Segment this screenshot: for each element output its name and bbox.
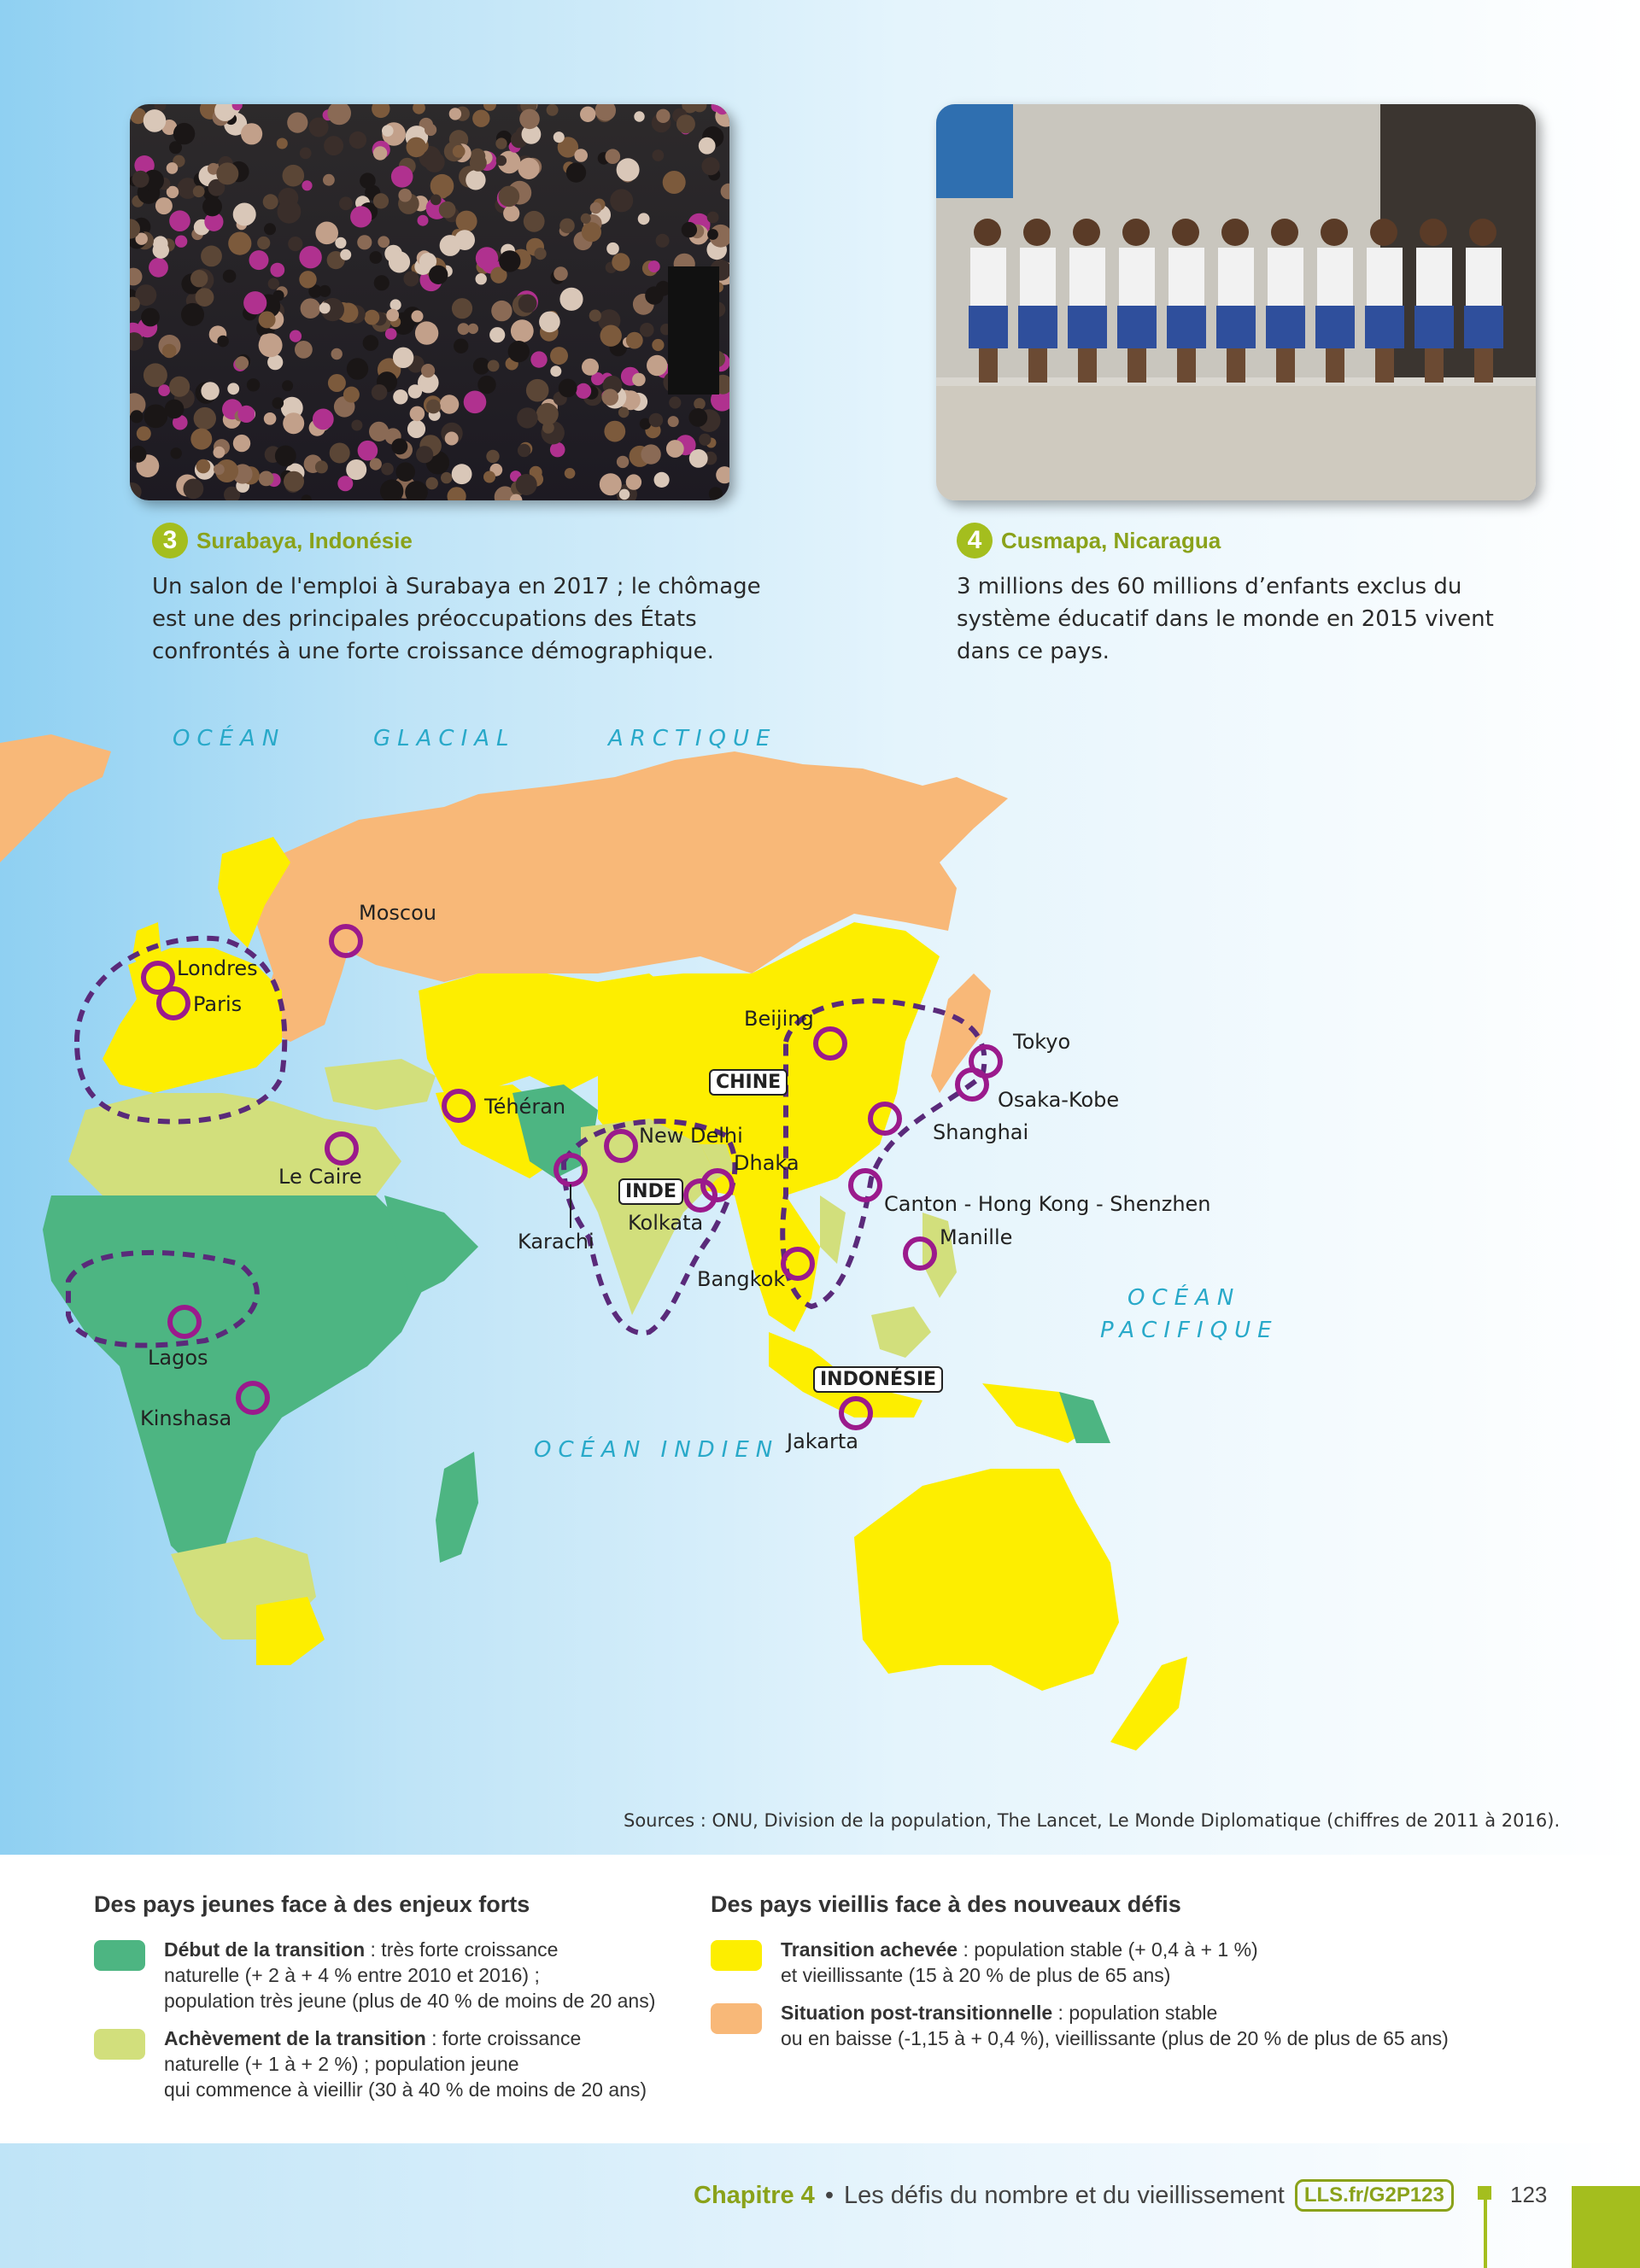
legend-text-post <box>781 2000 1449 2051</box>
region-vietnam <box>820 1195 846 1264</box>
legend-item-debut <box>94 1937 675 2014</box>
caption-photo-3 <box>152 523 761 668</box>
page-number: 123 <box>1510 2182 1548 2207</box>
city-label-jakarta: Jakarta <box>787 1429 858 1453</box>
photo-surabaya-crowd <box>130 104 729 500</box>
region-greenland <box>0 734 111 862</box>
page-corner-tab <box>1572 2186 1640 2268</box>
footer-chapter: Chapitre 4 <box>694 2181 815 2209</box>
ocean-label-arctic-2: GLACIAL <box>373 726 516 751</box>
world-map <box>0 717 1640 1810</box>
legend-debut-line2: naturelle (+ 2 à + 4 % entre 2010 et 2016) ; <box>164 1964 540 1986</box>
legend-young-countries <box>94 1891 675 2114</box>
city-label-londres: Londres <box>177 956 258 980</box>
legend-item-post <box>711 2000 1565 2051</box>
map-sources: Sources : ONU, Division de la population, The Lancet, Le Monde Diplomatique (chiffres de 2011 à 2016). <box>624 1810 1561 1831</box>
region-se-asia <box>735 1195 820 1332</box>
caption-3-line: confrontés à une forte croissance démographique. <box>152 639 714 664</box>
city-label-kolkata: Kolkata <box>628 1211 704 1235</box>
legend-right-title: Des pays vieillis face à des nouveaux défis <box>711 1891 1181 1917</box>
footer-separator: • <box>824 2181 834 2209</box>
city-label-lagos: Lagos <box>148 1346 208 1370</box>
caption-3-number-badge: 3 <box>152 523 188 558</box>
region-turkey <box>325 1059 436 1110</box>
city-label-le-caire: Le Caire <box>278 1165 362 1189</box>
city-label-kinshasa: Kinshasa <box>140 1406 232 1430</box>
ocean-label-pacific-1: OCÉAN <box>1128 1285 1241 1311</box>
legend-swatch-debut <box>94 1940 145 1971</box>
caption-4-number-badge: 4 <box>957 523 993 558</box>
caption-4-line: système éducatif dans le monde en 2015 vivent <box>957 606 1494 632</box>
legend-achevement-line3: qui commence à vieillir (30 à 40 % de moins de 20 ans) <box>164 2078 647 2101</box>
page-marker-line <box>1484 2186 1487 2268</box>
region-borneo <box>871 1306 931 1358</box>
legend-post-line2: ou en baisse (-1,15 à + 0,4 %), vieillissante (plus de 20 % de plus de 65 ans) <box>781 2027 1449 2049</box>
legend-swatch-achevement <box>94 2029 145 2060</box>
city-label-dhaka: Dhaka <box>734 1151 800 1175</box>
caption-photo-4 <box>957 523 1494 668</box>
country-label-indonesia: INDONÉSIE <box>813 1366 943 1393</box>
country-label-china: CHINE <box>709 1069 788 1096</box>
ocean-label-indian: OCÉAN INDIEN <box>534 1437 780 1463</box>
ocean-label-pacific-2: PACIFIQUE <box>1100 1318 1279 1343</box>
marker-canton <box>851 1171 880 1200</box>
city-label-canton: Canton - Hong Kong - Shenzhen <box>884 1192 1211 1216</box>
legend-text-achevement <box>164 2025 647 2102</box>
ocean-label-arctic-1: OCÉAN <box>173 726 286 751</box>
caption-4-place: Cusmapa, Nicaragua <box>1001 527 1221 553</box>
city-label-beijing: Beijing <box>744 1007 814 1031</box>
footer-link[interactable]: LLS.fr/G2P123 <box>1295 2179 1454 2212</box>
legend-aged-countries <box>711 1891 1565 2063</box>
caption-4-text <box>957 570 1494 668</box>
city-label-karachi: Karachi <box>518 1230 594 1254</box>
caption-4-title <box>957 523 1494 558</box>
caption-3-line: Un salon de l'emploi à Surabaya en 2017 ; le chômage <box>152 574 761 599</box>
caption-3-title <box>152 523 761 558</box>
legend-debut-rest: : très forte croissance <box>365 1938 559 1961</box>
legend-achevee-rest: : population stable (+ 0,4 à + 1 %) <box>958 1938 1258 1961</box>
caption-3-place: Surabaya, Indonésie <box>196 527 413 553</box>
legend-achevee-line2: et vieillissante (15 à 20 % de plus de 65 ans) <box>781 1964 1171 1986</box>
region-australia <box>854 1469 1119 1691</box>
city-label-manille: Manille <box>940 1225 1013 1249</box>
legend-text-debut <box>164 1937 655 2014</box>
legend-post-bold: Situation post-transitionnelle <box>781 2002 1053 2024</box>
region-west-central-africa <box>43 1195 427 1571</box>
legend-swatch-achevee <box>711 1940 762 1971</box>
city-label-shanghai: Shanghai <box>933 1120 1029 1144</box>
country-label-india: INDE <box>618 1178 683 1205</box>
caption-4-line: dans ce pays. <box>957 639 1110 664</box>
footer-chapter-title: Les défis du nombre et du vieillissement <box>843 2181 1285 2209</box>
region-new-zealand <box>1110 1657 1187 1751</box>
legend-achevement-rest: : forte croissance <box>425 2027 582 2049</box>
legend-item-achevee <box>711 1937 1565 1988</box>
city-label-osaka: Osaka-Kobe <box>998 1088 1120 1112</box>
legend-debut-bold: Début de la transition <box>164 1938 366 1961</box>
city-label-tokyo: Tokyo <box>1013 1030 1071 1054</box>
region-south-africa <box>256 1597 325 1665</box>
legend-achevement-line2: naturelle (+ 1 à + 2 %) ; population jeune <box>164 2053 519 2075</box>
ocean-label-arctic-3: ARCTIQUE <box>608 726 777 751</box>
legend-item-achevement <box>94 2025 675 2102</box>
legend-text-achevee <box>781 1937 1258 1988</box>
city-label-bangkok: Bangkok <box>697 1267 786 1291</box>
city-label-teheran: Téhéran <box>484 1095 566 1119</box>
legend-achevement-bold: Achèvement de la transition <box>164 2027 426 2049</box>
city-label-paris: Paris <box>193 992 243 1016</box>
legend-swatch-post <box>711 2003 762 2034</box>
city-label-moscou: Moscou <box>359 901 436 925</box>
footer <box>694 2179 1454 2212</box>
caption-4-line: 3 millions des 60 millions d’enfants exclus du <box>957 574 1462 599</box>
legend-achevee-bold: Transition achevée <box>781 1938 958 1961</box>
legend-left-title: Des pays jeunes face à des enjeux forts <box>94 1891 530 1917</box>
legend-post-rest: : population stable <box>1052 2002 1218 2024</box>
caption-3-text <box>152 570 761 668</box>
legend-debut-line3: population très jeune (plus de 40 % de moins de 20 ans) <box>164 1990 656 2012</box>
photo-cusmapa-children <box>936 104 1536 500</box>
caption-3-line: est une des principales préoccupations des États <box>152 606 697 632</box>
city-label-new-delhi: New Delhi <box>639 1124 743 1148</box>
region-madagascar <box>436 1452 478 1563</box>
